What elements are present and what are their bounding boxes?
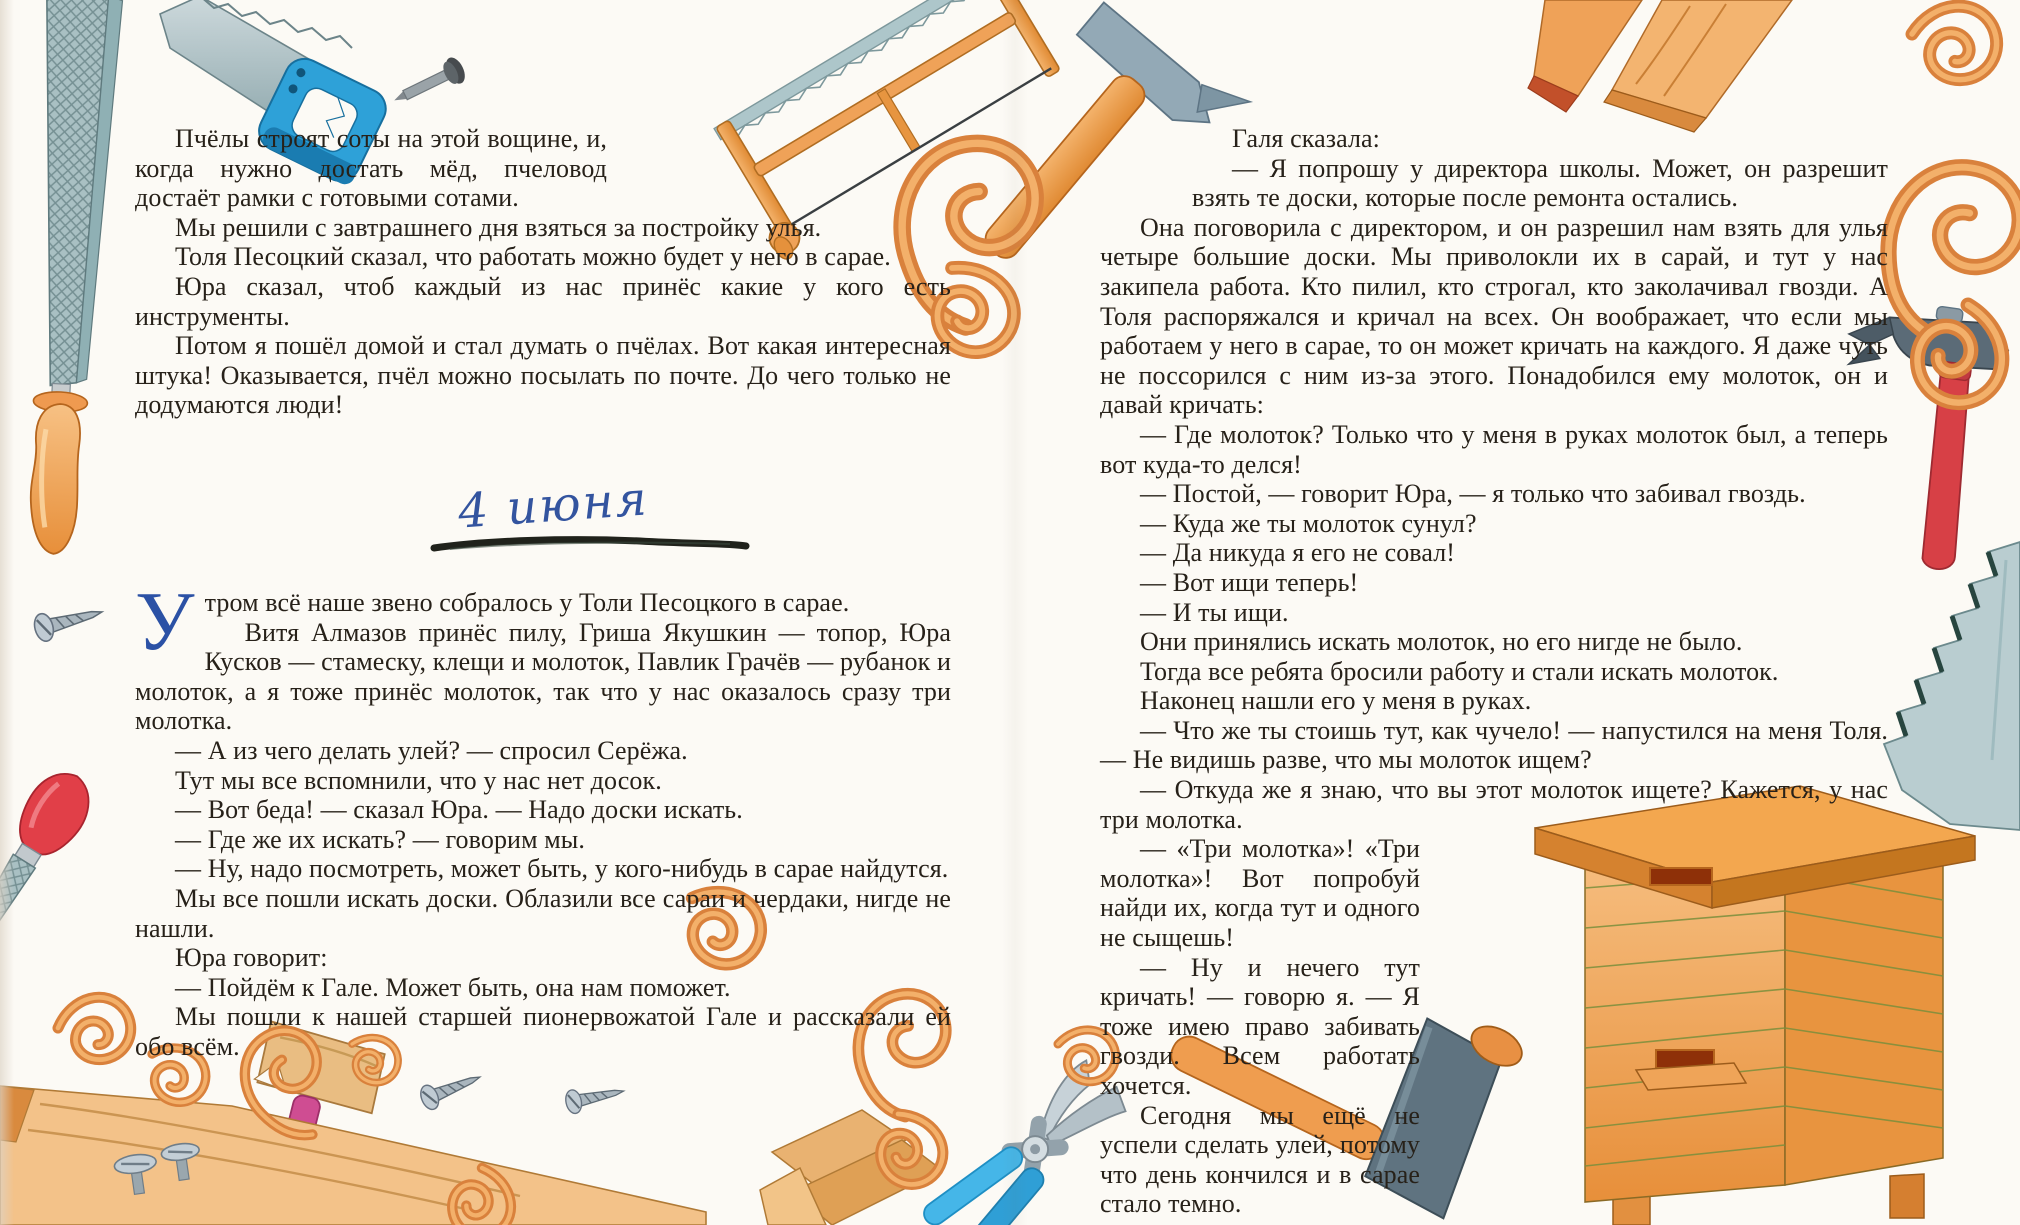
beehive-wrap-spacer <box>1432 834 1888 1225</box>
paragraph: — Ну и нечего тут кричать! — говорю я. — Я тоже имею право забивать гвозди. Всем работать хочется. <box>1100 952 1420 1100</box>
right-page-text <box>1100 124 1888 1225</box>
date-heading-text: 4 июня <box>456 471 651 540</box>
paragraph: Наконец нашли его у меня в руках. <box>1140 686 1532 716</box>
rasp-file-illustration <box>18 0 123 556</box>
screw-icon <box>417 1065 484 1112</box>
paragraph: Толя Песоцкий сказал, что работать можно будет у него в сарае. <box>175 242 891 272</box>
paragraph: — Постой, — говорит Юра, — я только что забивал гвоздь. <box>1140 479 1806 509</box>
drop-cap: У <box>135 575 195 668</box>
paragraph: Мы пошли к нашей старшей пионервожатой Гале и рассказали ей обо всём. <box>135 1002 951 1061</box>
paragraph: — Где же их искать? — говорим мы. <box>175 824 585 854</box>
red-file-illustration <box>0 761 102 963</box>
paragraph: — Пойдём к Гале. Может быть, она нам поможет. <box>175 972 731 1002</box>
paragraph: Потом я пошёл домой и стал думать о пчёлах. Вот какая интересная штука! Оказывается, пчёл можно посылать по почте. До чего только не додумаются люди! <box>135 331 951 420</box>
date-heading <box>430 471 760 555</box>
paragraph: Они принялись искать молоток, но его нигде не было. <box>1140 627 1743 657</box>
paragraph: — Ну, надо посмотреть, может быть, у кого-нибудь в сарае найдутся. <box>175 854 949 884</box>
paragraph: — «Три молотка»! «Три молотка»! Вот попробуй найди их, когда тут и одного не сыщешь! <box>1100 834 1420 953</box>
screw-icon <box>32 598 106 643</box>
paragraph-list <box>1100 124 1888 834</box>
paragraph: — Вот ищи теперь! <box>1140 567 1359 597</box>
paragraph: Тут мы все вспомнили, что у нас нет досок. <box>175 765 662 795</box>
paragraph: Сегодня мы ещё не успели сделать улей, потому что день кончился и в сарае стало темно. <box>1100 1100 1420 1219</box>
paragraph: — Вот беда! — сказал Юра. — Надо доски искать. <box>175 795 743 825</box>
paragraph: — Я попрошу у директора школы. Может, он разрешит взять те доски, которые после ремонта остались. <box>1192 153 1888 213</box>
paragraph: — Да никуда я его не совал! <box>1140 538 1456 568</box>
paragraph: — А из чего делать улей? — спросил Серёжа. <box>175 735 688 765</box>
left-page-text-bottom <box>135 575 951 1062</box>
paragraph: Пчёлы строят соты на этой вощине, и, когда нужно достать мёд, пчеловод достаёт рамки с готовыми сотами. <box>135 124 607 213</box>
screw-icon <box>564 1079 626 1114</box>
paragraph: тром всё наше звено собралось у Толи Песоцкого в сарае. <box>204 588 850 617</box>
paragraph: Мы все пошли искать доски. Облазили все сараи и чердаки, нигде не нашли. <box>135 883 951 943</box>
paragraph: Юра говорит: <box>175 943 328 973</box>
wood-scraps-illustration <box>760 1110 942 1225</box>
paragraph-list <box>135 618 951 1062</box>
paragraph: Мы решили с завтрашнего дня взяться за постройку улья. <box>175 212 822 242</box>
paragraph: — Что же ты стоишь тут, как чучело! — напустился на меня Толя. — Не видишь разве, что мы молоток ищем? <box>1100 715 1888 775</box>
text-wrap-spacer <box>607 124 951 186</box>
nail-icon <box>388 55 469 113</box>
paragraph: Она поговорила с директором, и он разрешил нам взять для улья четыре большие доски. Мы приволокли их в сарай, и тут у нас закипела работа. Кто пилил, кто строгал, кто заколачивал гвозди. А Толя распоряжался и кричал на всех. Он воображает, что если мы работаем у него в сарае, то он может кричать на каждого. Я даже чуть не поссорился с ним из-за этого. Понадобился ему молоток, он и давай кричать: <box>1100 212 1888 420</box>
paragraph: Тогда все ребята бросили работу и стали искать молоток. <box>1140 656 1779 686</box>
left-page-text-top <box>135 124 951 420</box>
paragraph: — Где молоток? Только что у меня в руках молоток был, а теперь вот куда-то делся! <box>1100 419 1888 479</box>
step-saw-illustration <box>1884 542 2020 830</box>
text-wrap-spacer <box>1100 124 1192 186</box>
paragraph: Галя сказала: <box>1232 124 1380 153</box>
paragraph: — И ты ищи. <box>1140 597 1289 627</box>
wood-planks-illustration <box>1528 0 1792 132</box>
paragraph: Юра сказал, чтоб каждый из нас принёс какие у кого есть инструменты. <box>135 271 951 331</box>
paragraph: — Откуда же я знаю, что вы этот молоток ищете? Кажется, у нас три молотка. <box>1100 775 1888 834</box>
paragraph: Витя Алмазов принёс пилу, Гриша Якушкин — топор, Юра Кусков — стамеску, клещи и молоток, Павлик Грачёв — рубанок и молоток, а я тоже принёс молоток, так что у нас оказалось сразу три молотка. <box>135 617 951 736</box>
paragraph: — Куда же ты молоток сунул? <box>1140 508 1477 538</box>
